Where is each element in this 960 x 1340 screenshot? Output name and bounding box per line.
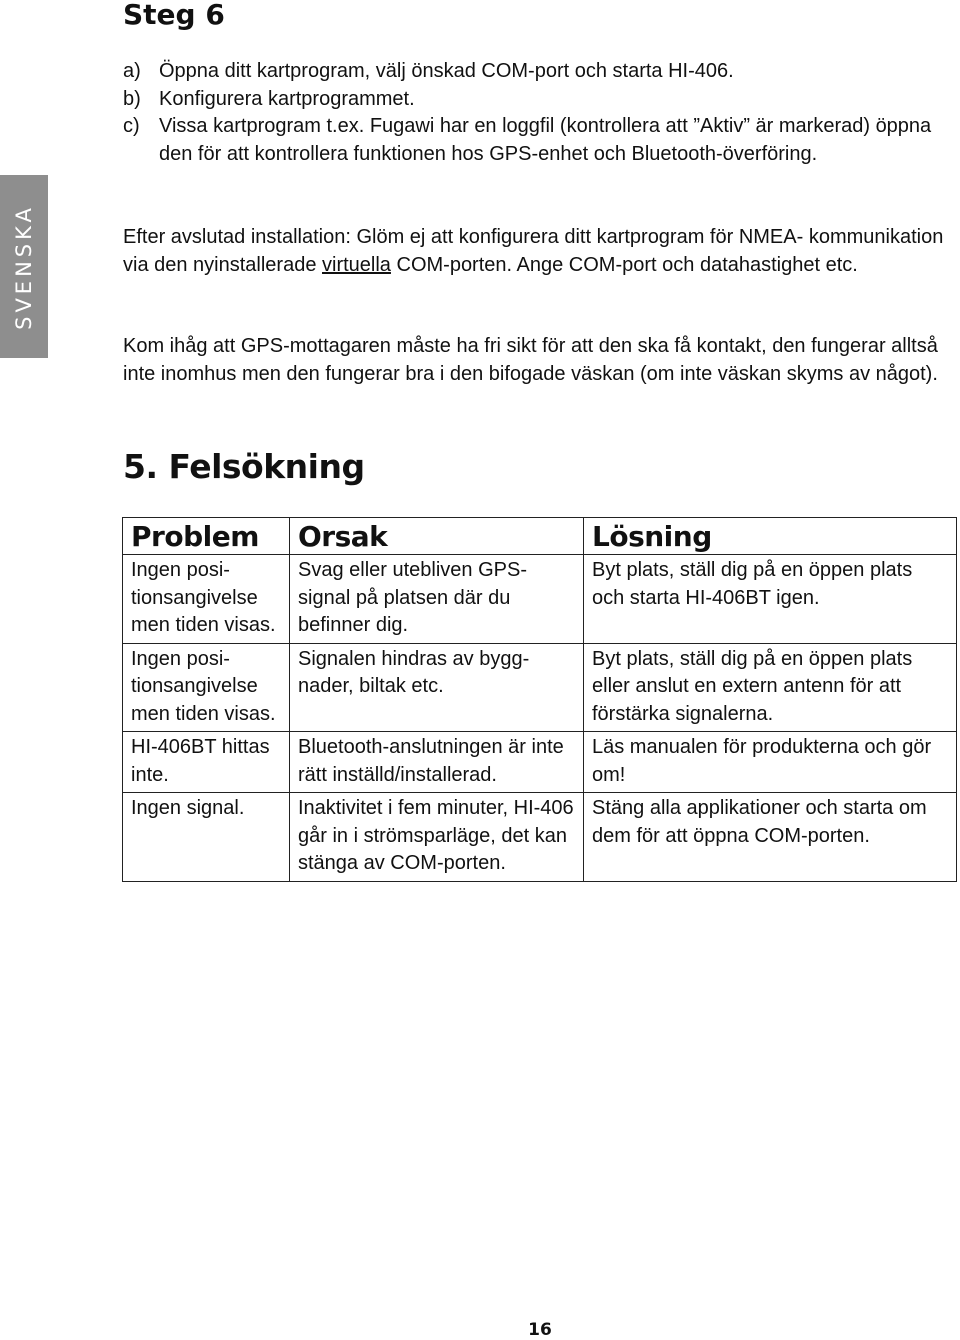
- solution-cell: Byt plats, ställ dig på en öppen plats och starta HI-406BT igen.: [584, 555, 957, 644]
- section-title: 5. Felsökning: [123, 447, 365, 486]
- cause-cell: Svag eller utebliven GPS-signal på platsen där du befinner dig.: [290, 555, 584, 644]
- table-row: [123, 643, 957, 732]
- gps-visibility-note: Kom ihåg att GPS-mottagaren måste ha fri sikt för att den ska få kontakt, den fungerar alltså inte inomhus men den fungerar bra i den bifogade väskan (om inte väskan skyms av något).: [123, 335, 938, 385]
- table-header-row: [123, 518, 957, 555]
- installation-note-text-end: COM-porten. Ange COM-port och datahastighet etc.: [390, 253, 858, 276]
- step-title: Steg 6: [123, 0, 225, 31]
- solution-cell: Läs manualen för produkterna och gör om!: [584, 732, 957, 793]
- list-item-text: Vissa kartprogram t.ex. Fugawi har en loggfil (kontrollera att ”Aktiv” är markerad) öppna den för att kontrollera funktionen hos GPS-enhet och Bluetooth-överföring.: [159, 115, 932, 165]
- list-item: [123, 58, 933, 86]
- list-item-label: a): [123, 60, 141, 82]
- language-side-tab: [0, 175, 48, 358]
- header-solution: Lösning: [584, 518, 957, 555]
- installation-note: [123, 224, 955, 279]
- cause-cell: Inaktivitet i fem minuter, HI-406 går in i strömsparläge, det kan stänga av COM-porten.: [290, 793, 584, 882]
- problem-cell: Ingen positionsangivelse men tiden visas.: [123, 643, 290, 732]
- list-item: [123, 86, 933, 114]
- table-row: [123, 555, 957, 644]
- underlined-word: virtuella: [322, 253, 391, 276]
- problem-cell: HI-406BT hittas inte.: [123, 732, 290, 793]
- troubleshooting-table: [122, 517, 957, 882]
- page-number: 16: [528, 1320, 552, 1340]
- list-item-label: b): [123, 87, 141, 110]
- table-row: [123, 793, 957, 882]
- problem-cell: Ingen signal.: [123, 793, 290, 882]
- language-label: SVENSKA: [12, 203, 36, 330]
- list-item-label: c): [123, 115, 140, 137]
- header-cause: Orsak: [290, 518, 584, 555]
- solution-cell: Byt plats, ställ dig på en öppen plats eller anslut en extern antenn för att förstärka signalerna.: [584, 643, 957, 732]
- header-problem: Problem: [123, 518, 290, 555]
- installation-note-text: Efter avslutad installation: Glöm ej att konfigurera ditt kartprogram för NMEA- kommunikation via den nyinstallerade: [123, 226, 944, 276]
- cause-cell: Bluetooth-anslutningen är inte rätt inställd/installerad.: [290, 732, 584, 793]
- list-item: [123, 113, 933, 168]
- table-row: [123, 732, 957, 793]
- list-item-text: Konfigurera kartprogrammet.: [159, 87, 415, 110]
- step-list: [123, 58, 933, 168]
- solution-cell: Stäng alla applikationer och starta om dem för att öppna COM-porten.: [584, 793, 957, 882]
- cause-cell: Signalen hindras av byggnader, biltak etc.: [290, 643, 584, 732]
- problem-cell: Ingen positionsangivelse men tiden visas.: [123, 555, 290, 644]
- list-item-text: Öppna ditt kartprogram, välj önskad COM-port och starta HI-406.: [159, 60, 734, 82]
